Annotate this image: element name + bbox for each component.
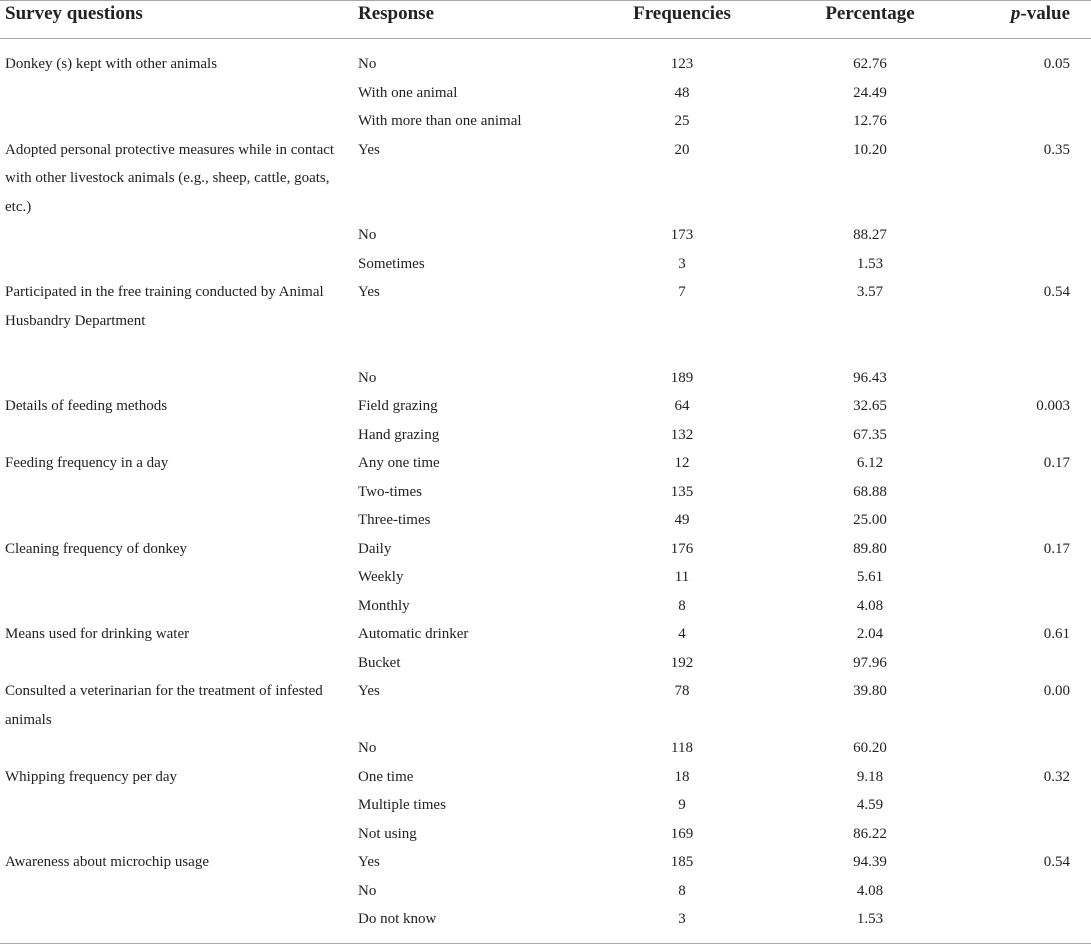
cell-percentage: 10.20 bbox=[853, 141, 887, 158]
cell-frequency: 78 bbox=[674, 683, 690, 699]
cell-p-value: 0.32 bbox=[1043, 768, 1070, 785]
cell-percentage: 5.61 bbox=[856, 569, 884, 585]
cell-percentage: 88.27 bbox=[853, 227, 887, 243]
cell-percentage: 62.76 bbox=[853, 56, 887, 72]
header-frequencies: Frequencies bbox=[633, 3, 731, 24]
cell-response: Three-times bbox=[358, 512, 431, 528]
cell-response: With more than one animal bbox=[358, 113, 522, 129]
cell-response: No bbox=[358, 882, 377, 899]
cell-percentage: 60.20 bbox=[853, 740, 887, 756]
cell-response: Sometimes bbox=[358, 255, 425, 272]
table-row bbox=[0, 392, 1091, 421]
cell-frequency: 8 bbox=[678, 882, 686, 899]
cell-response: Do not know bbox=[358, 911, 437, 927]
cell-response: No bbox=[358, 56, 377, 72]
cell-percentage: 25.00 bbox=[853, 512, 887, 528]
cell-frequency: 64 bbox=[674, 398, 690, 414]
table-row bbox=[0, 592, 1091, 621]
cell-percentage: 39.80 bbox=[853, 683, 887, 699]
cell-frequency: 25 bbox=[674, 113, 690, 129]
table-row bbox=[0, 364, 1091, 393]
cell-frequency: 3 bbox=[678, 911, 686, 927]
table-row bbox=[0, 905, 1091, 934]
cell-response: Monthly bbox=[358, 597, 410, 614]
cell-p-value: 0.003 bbox=[1036, 398, 1070, 414]
cell-survey-question: Consulted a veterinarian for the treatment of infested animals bbox=[5, 683, 323, 728]
cell-frequency: 132 bbox=[670, 426, 694, 443]
cell-frequency: 20 bbox=[674, 141, 690, 158]
cell-percentage: 89.80 bbox=[853, 540, 887, 557]
header-p-value-rest: -value bbox=[1020, 3, 1070, 24]
cell-frequency: 7 bbox=[678, 284, 686, 300]
cell-response: Weekly bbox=[358, 569, 404, 585]
cell-survey-question: Cleaning frequency of donkey bbox=[5, 540, 188, 557]
cell-frequency: 173 bbox=[670, 227, 694, 243]
cell-frequency: 12 bbox=[674, 455, 690, 471]
cell-p-value: 0.35 bbox=[1043, 141, 1070, 158]
bottom-rule bbox=[0, 943, 1091, 944]
cell-response: One time bbox=[358, 768, 414, 785]
cell-p-value: 0.17 bbox=[1043, 540, 1070, 557]
cell-response: Any one time bbox=[358, 455, 440, 471]
cell-percentage: 9.18 bbox=[856, 768, 884, 785]
header-response: Response bbox=[358, 3, 435, 24]
cell-response: Yes bbox=[358, 854, 380, 870]
table-row bbox=[0, 250, 1091, 279]
cell-survey-question: Awareness about microchip usage bbox=[5, 854, 209, 870]
table-row bbox=[0, 649, 1091, 678]
cell-response: Hand grazing bbox=[358, 426, 440, 443]
table-row bbox=[0, 563, 1091, 592]
cell-frequency: 169 bbox=[670, 825, 694, 842]
cell-p-value: 0.54 bbox=[1043, 854, 1070, 870]
cell-percentage: 96.43 bbox=[853, 369, 887, 386]
cell-percentage: 3.57 bbox=[856, 284, 884, 300]
cell-frequency: 3 bbox=[678, 255, 686, 272]
cell-response: Bucket bbox=[358, 654, 401, 671]
cell-p-value: 0.05 bbox=[1043, 56, 1070, 72]
cell-percentage: 2.04 bbox=[856, 626, 884, 642]
table-body bbox=[0, 50, 1091, 934]
cell-response: No bbox=[358, 227, 377, 243]
header-percentage: Percentage bbox=[825, 3, 915, 24]
cell-survey-question: Participated in the free training conducted by Animal Husbandry Department bbox=[5, 284, 324, 329]
cell-response: No bbox=[358, 740, 377, 756]
cell-percentage: 94.39 bbox=[853, 854, 887, 870]
cell-percentage: 4.59 bbox=[856, 797, 884, 813]
header-p-value bbox=[980, 2, 1070, 26]
cell-survey-question: Adopted personal protective measures while in contact with other livestock animals (e.g., sheep, cattle, goats, etc.) bbox=[5, 141, 335, 215]
cell-frequency: 49 bbox=[674, 512, 690, 528]
table-row bbox=[0, 421, 1091, 450]
table-row bbox=[0, 107, 1091, 136]
table-row bbox=[0, 820, 1091, 849]
cell-response: Yes bbox=[358, 141, 380, 158]
cell-frequency: 4 bbox=[678, 626, 686, 642]
cell-frequency: 189 bbox=[670, 369, 694, 386]
cell-response: Yes bbox=[358, 683, 380, 699]
cell-percentage: 12.76 bbox=[853, 113, 887, 129]
table-row bbox=[0, 791, 1091, 820]
cell-response: Yes bbox=[358, 284, 380, 300]
cell-survey-question: Details of feeding methods bbox=[5, 398, 168, 414]
table-row bbox=[0, 620, 1091, 649]
cell-percentage: 1.53 bbox=[856, 255, 884, 272]
cell-frequency: 11 bbox=[674, 569, 690, 585]
cell-frequency: 176 bbox=[670, 540, 694, 557]
cell-response: Automatic drinker bbox=[358, 626, 469, 642]
table-row bbox=[0, 278, 1091, 364]
table-row bbox=[0, 763, 1091, 792]
cell-survey-question: Whipping frequency per day bbox=[5, 768, 178, 785]
cell-response: With one animal bbox=[358, 84, 458, 101]
cell-survey-question: Means used for drinking water bbox=[5, 626, 190, 642]
cell-frequency: 9 bbox=[678, 797, 686, 813]
table-row bbox=[0, 221, 1091, 250]
table-row bbox=[0, 734, 1091, 763]
cell-percentage: 6.12 bbox=[856, 455, 884, 471]
header-rule bbox=[0, 38, 1091, 39]
cell-frequency: 118 bbox=[671, 740, 693, 756]
cell-response: Two-times bbox=[358, 483, 422, 500]
cell-percentage: 4.08 bbox=[856, 882, 884, 899]
header-p-value-italic: p bbox=[1010, 3, 1021, 24]
cell-frequency: 8 bbox=[678, 597, 686, 614]
cell-percentage: 67.35 bbox=[853, 426, 887, 443]
cell-frequency: 192 bbox=[670, 654, 694, 671]
cell-frequency: 135 bbox=[670, 483, 694, 500]
cell-frequency: 185 bbox=[670, 854, 694, 870]
header-survey-questions: Survey questions bbox=[5, 3, 143, 24]
cell-p-value: 0.54 bbox=[1043, 284, 1070, 300]
cell-response: Not using bbox=[358, 825, 417, 842]
table-row bbox=[0, 136, 1091, 222]
cell-p-value: 0.61 bbox=[1043, 626, 1070, 642]
cell-percentage: 32.65 bbox=[853, 398, 887, 414]
cell-percentage: 97.96 bbox=[853, 654, 887, 671]
table-row bbox=[0, 50, 1091, 79]
table-row bbox=[0, 79, 1091, 108]
cell-percentage: 24.49 bbox=[853, 84, 887, 101]
table-header bbox=[0, 0, 1091, 38]
cell-p-value: 0.17 bbox=[1043, 455, 1070, 471]
table-row bbox=[0, 449, 1091, 478]
cell-p-value: 0.00 bbox=[1043, 683, 1070, 699]
cell-survey-question: Donkey (s) kept with other animals bbox=[5, 56, 218, 72]
table-row bbox=[0, 677, 1091, 734]
table-row bbox=[0, 535, 1091, 564]
cell-frequency: 48 bbox=[674, 84, 690, 101]
cell-survey-question: Feeding frequency in a day bbox=[5, 455, 169, 471]
cell-frequency: 123 bbox=[670, 56, 694, 72]
cell-percentage: 86.22 bbox=[853, 825, 887, 842]
table-row bbox=[0, 506, 1091, 535]
cell-response: Daily bbox=[358, 540, 392, 557]
cell-percentage: 1.53 bbox=[856, 911, 884, 927]
table-row bbox=[0, 478, 1091, 507]
table-row bbox=[0, 848, 1091, 877]
cell-percentage: 68.88 bbox=[853, 483, 887, 500]
cell-frequency: 18 bbox=[674, 768, 690, 785]
table-row bbox=[0, 877, 1091, 906]
cell-percentage: 4.08 bbox=[856, 597, 884, 614]
cell-response: Field grazing bbox=[358, 398, 438, 414]
cell-response: Multiple times bbox=[358, 797, 446, 813]
cell-response: No bbox=[358, 369, 377, 386]
